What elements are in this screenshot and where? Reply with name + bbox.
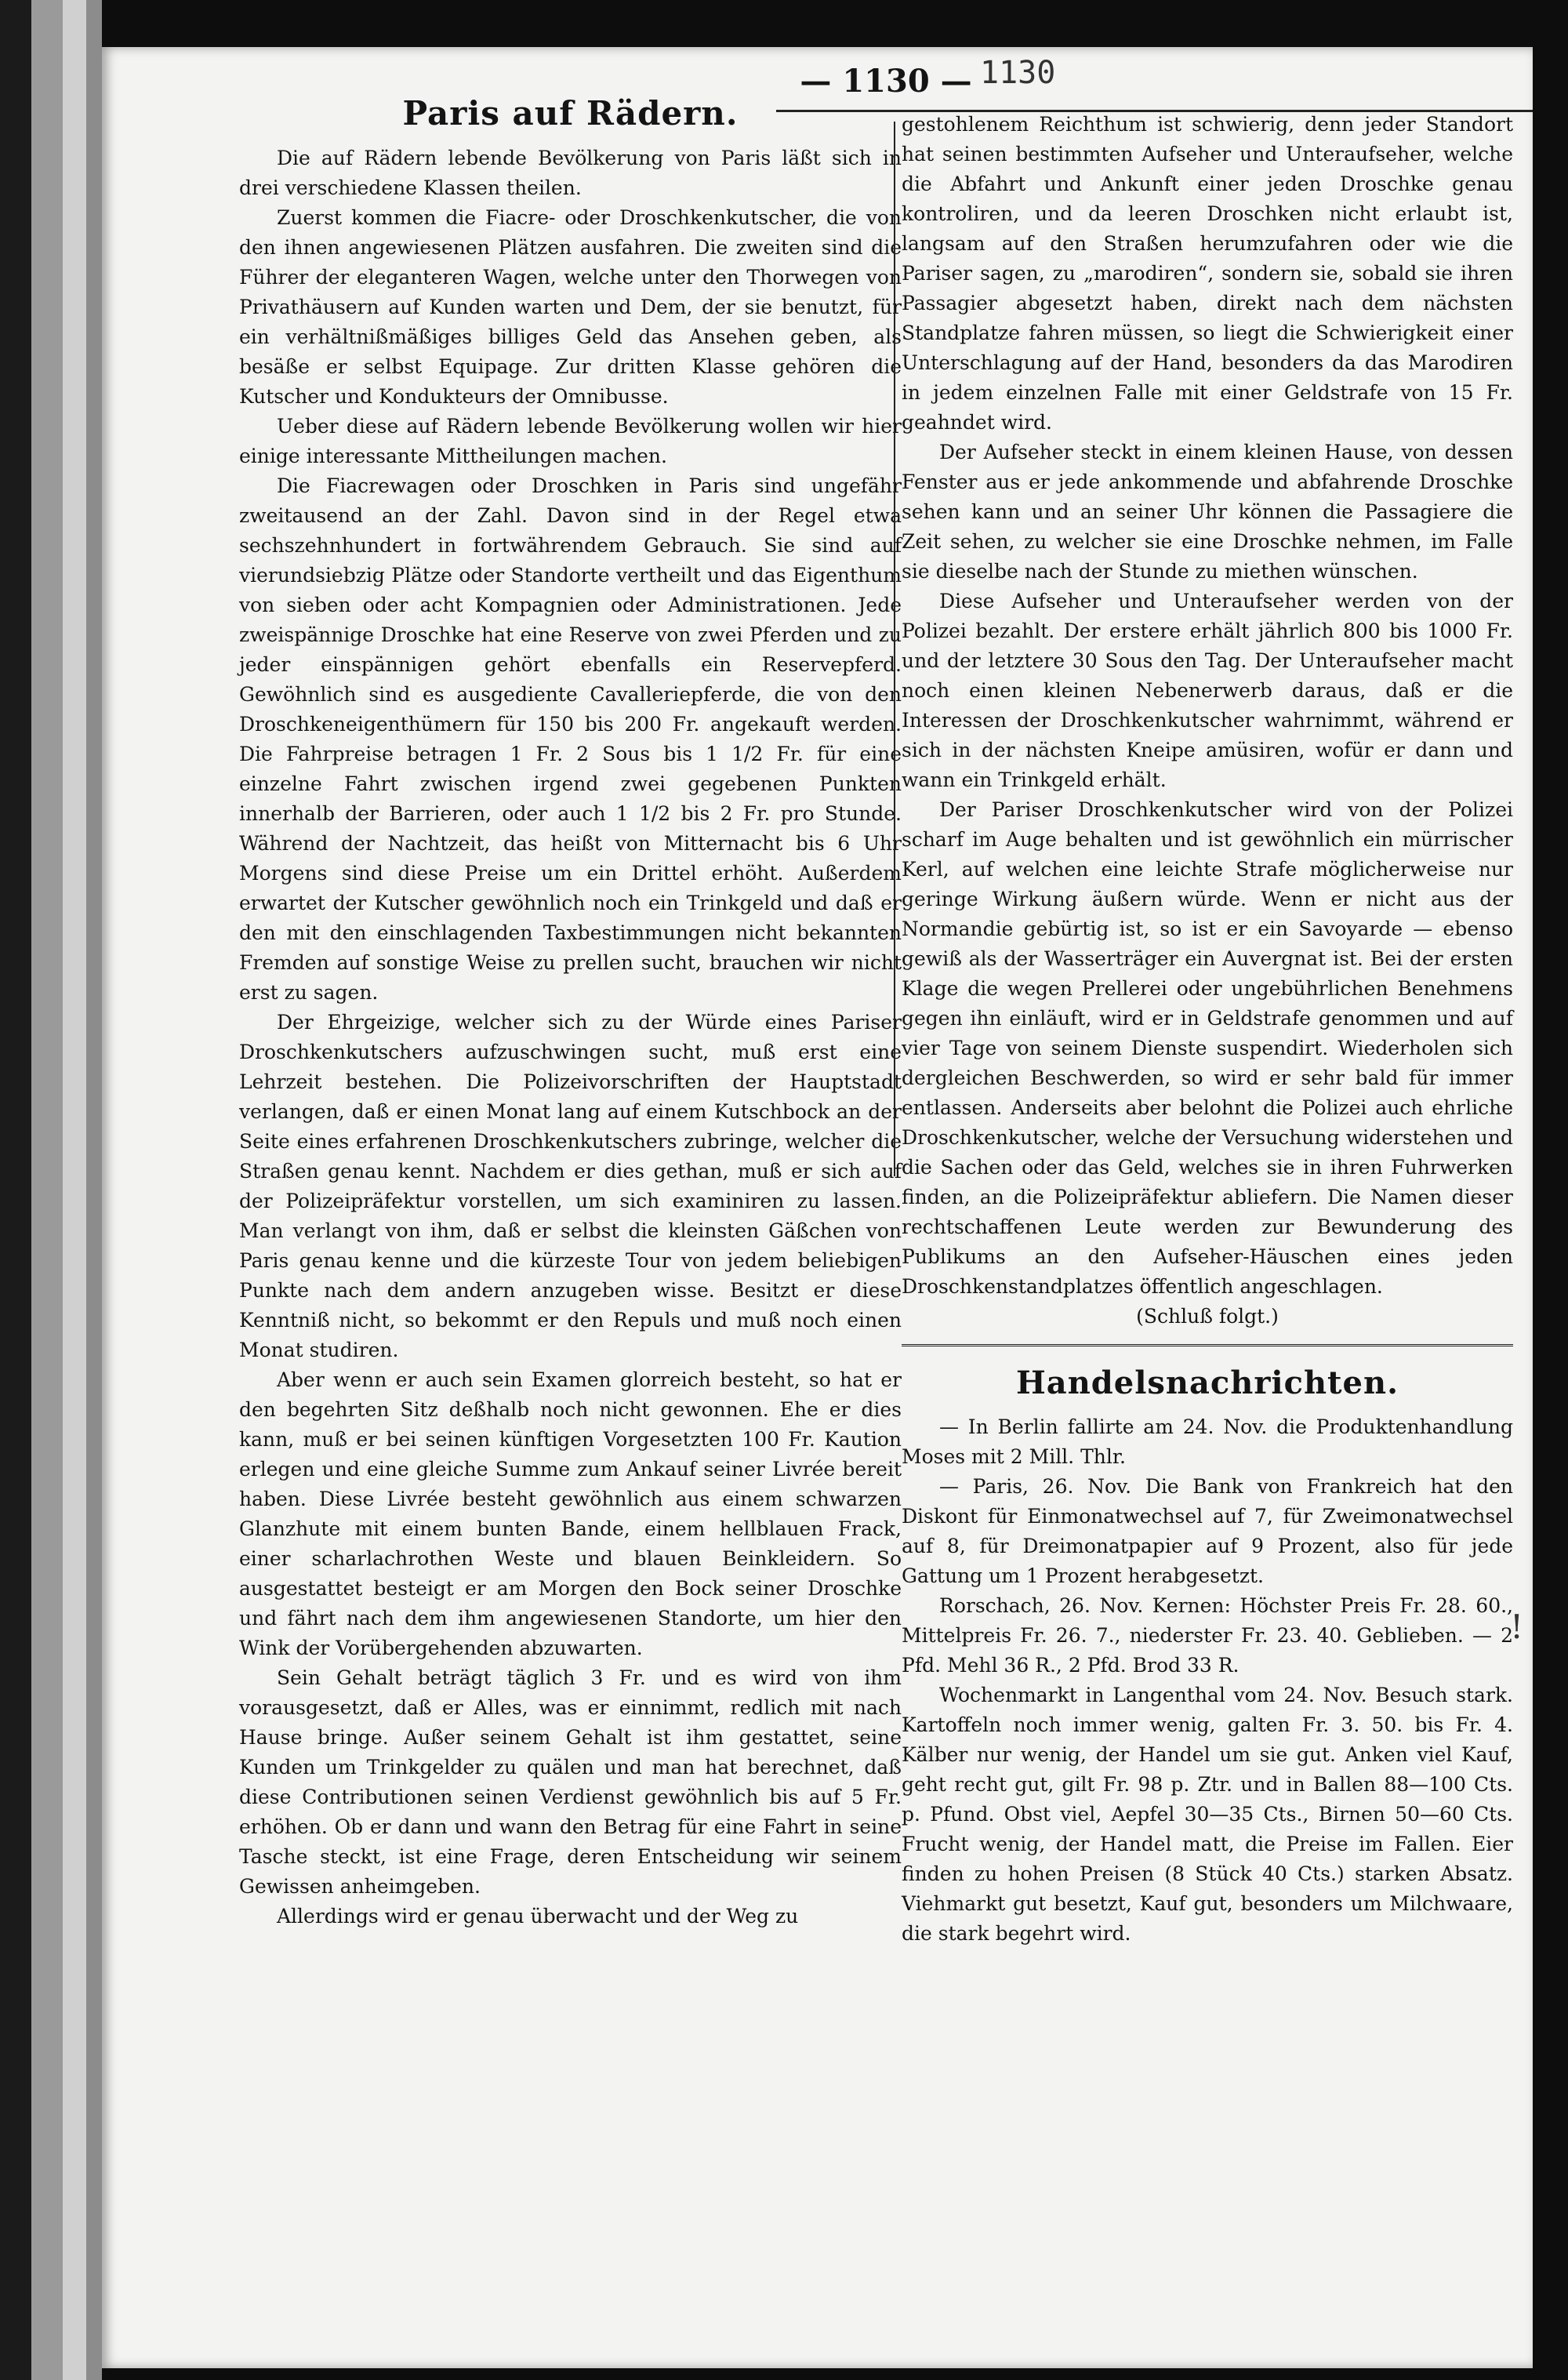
page-stack-edge [63, 0, 86, 2380]
article-paragraph: Sein Gehalt beträgt täglich 3 Fr. und es wird von ihm vorausgesetzt, daß er Alles, was er einnimmt, redlich mit nach Hause bringe. Außer seinem Gehalt ist ihm gestattet, seine Kunden um Trinkgelder zu quälen und man hat berechnet, daß diese Contributionen seinen Verdienst gewöhnlich bis auf 5 Fr. erhöhen. Ob er dann und wann den Betrag für eine Fahrt in seine Tasche steckt, ist eine Frage, deren Entscheidung wir seinem Gewissen anheimgeben. [239, 1666, 902, 1898]
book-spine-edge [0, 0, 31, 2380]
article-paragraph: Zuerst kommen die Fiacre- oder Droschkenkutscher, die von den ihnen angewiesenen Plätzen ausfahren. Die zweiten sind die Führer der eleganteren Wagen, welche unter den Thorwegen von Privathäusern auf Kunden warten und Dem, der sie benutzt, für ein verhältnißmäßiges billiges Geld das Ansehen geben, als besäße er selbst Equipage. Zur dritten Klasse gehören die Kutscher und Kondukteurs der Omnibusse. [239, 206, 902, 408]
article-paragraph: gestohlenem Reichthum ist schwierig, denn jeder Standort hat seinen bestimmten Aufseher und Unteraufseher, welche die Abfahrt und Ankunft einer jeden Droschke genau kontroliren, und da leeren Droschken nicht erlaubt ist, langsam auf den Straßen herumzufahren oder wie die Pariser sagen, zu „marodiren“, sondern sie, sobald sie ihren Passagier abgesetzt haben, direkt nach dem nächsten Standplatze fahren müssen, so liegt die Schwierigkeit einer Unterschlagung auf der Hand, besonders da das Marodiren in jedem einzelnen Falle mit einer Geldstrafe von 15 Fr. geahndet wird. [902, 113, 1513, 434]
article-paragraph: Der Pariser Droschkenkutscher wird von der Polizei scharf im Auge behalten und ist gewöhnlich ein mürrischer Kerl, auf welchen eine leichte Strafe möglicherweise nur geringe Wirkung äußern würde. Wenn er nicht aus der Normandie gebürtig ist, so ist er ein Savoyarde — ebenso gewiß als der Wasserträger ein Auvergnat ist. Bei der ersten Klage die wegen Prellerei oder ungebührlichen Benehmens gegen ihn einläuft, wird er in Geldstrafe genommen und auf vier Tage von seinem Dienste suspendirt. Wiederholen sich dergleichen Beschwerden, so wird er sehr bald für immer entlassen. Anderseits aber belohnt die Polizei auch ehrliche Droschkenkutscher, welche der Versuchung widerstehen und die Sachen oder das Geld, welches sie in ihren Fuhrwerken finden, an die Polizeipräfektur abliefern. Die Namen dieser rechtschaffenen Leute werden zur Bewunderung des Publikums an den Aufseher-Häuschen eines jeden Droschkenstandplatzes öffentlich angeschlagen. [902, 798, 1513, 1298]
article-paragraph: Die Fiacrewagen oder Droschken in Paris sind ungefähr zweitausend an der Zahl. Davon sind in der Regel etwa sechszehnhundert in fortwährendem Gebrauch. Sie sind auf vierundsiebzig Plätze oder Standorte vertheilt und das Eigenthum von sieben oder acht Kompagnien oder Administrationen. Jede zweispännige Droschke hat eine Reserve von zwei Pferden und zu jeder einspännigen gehört ebenfalls ein Reservepferd. Gewöhnlich sind es ausgediente Cavalleriepferde, die von den Droschkeneigenthümern für 150 bis 200 Fr. angekauft werden. Die Fahrpreise betragen 1 Fr. 2 Sous bis 1 1/2 Fr. für eine einzelne Fahrt zwischen irgend zwei gegebenen Punkten innerhalb der Barrieren, oder auch 1 1/2 bis 2 Fr. pro Stunde. Während der Nachtzeit, das heißt von Mitternacht bis 6 Uhr Morgens sind diese Preise um ein Drittel erhöht. Außerdem erwartet der Kutscher gewöhnlich noch ein Trinkgeld und daß er den mit den einschlagenden Taxbestimmungen nicht bekannten Fremden auf sonstige Weise zu prellen sucht, brauchen wir nicht erst zu sagen. [239, 474, 902, 1004]
news-item: — In Berlin fallirte am 24. Nov. die Produktenhandlung Moses mit 2 Mill. Thlr. [902, 1415, 1513, 1468]
article-paragraph: Diese Aufseher und Unteraufseher werden von der Polizei bezahlt. Der erstere erhält jährlich 800 bis 1000 Fr. und der letztere 30 Sous den Tag. Der Unteraufseher macht noch einen kleinen Nebenerwerb daraus, daß er die Interessen der Droschkenkutscher wahrnimmt, während er sich in der nächsten Kneipe amüsiren, wofür er dann und wann ein Trinkgeld erhält. [902, 590, 1513, 791]
article-paragraph: Aber wenn er auch sein Examen glorreich besteht, so hat er den begehrten Sitz deßhalb noch nicht gewonnen. Ehe er dies kann, muß er bei seinen künftigen Vorgesetzten 100 Fr. Kaution erlegen und eine gleiche Summe zum Ankauf seiner Livrée bereit haben. Diese Livrée besteht gewöhnlich aus einem schwarzen Glanzhute mit einem bunten Bande, einem hellblauen Frack, einer scharlachrothen Weste und blauen Beinkleidern. So ausgestattet besteigt er am Morgen den Bock seiner Droschke und fährt nach dem ihm angewiesenen Standorte, um hier den Wink der Vorübergehenden abzuwarten. [239, 1368, 902, 1659]
news-item: Wochenmarkt in Langenthal vom 24. Nov. Besuch stark. Kartoffeln noch immer wenig, galten Fr. 3. 50. bis Fr. 4. Kälber nur wenig, der Handel um sie gut. Anken viel Kauf, geht recht gut, gilt Fr. 98 p. Ztr. und in Ballen 88—100 Cts. p. Pfund. Obst viel, Aepfel 30—35 Cts., Birnen 50—60 Cts. Frucht wenig, der Handel matt, die Preise im Fallen. Eier finden zu hohen Preisen (8 Stück 40 Cts.) starken Absatz. Viehmarkt gut besetzt, Kauf gut, besonders um Milchwaare, die stark begehrt wird. [902, 1684, 1513, 1945]
news-item: — Paris, 26. Nov. Die Bank von Frankreich hat den Diskont für Einmonatwechsel auf 7, für Zweimonatwechsel auf 8, für Dreimonatpapier auf 9 Prozent, also für jede Gattung um 1 Prozent herabgesetzt. [902, 1475, 1513, 1587]
handwritten-page-number: 1130 [980, 55, 1056, 91]
page-stack-edge [86, 0, 102, 2380]
section-title: Handelsnachrichten. [1015, 1364, 1399, 1401]
margin-mark: ! [1510, 1608, 1523, 1646]
page-number: — 1130 — [800, 63, 972, 100]
article-title: Paris auf Rädern. [402, 94, 739, 133]
article-paragraph: Der Aufseher steckt in einem kleinen Hause, von dessen Fenster aus er jede ankommende und abfahrende Droschke sehen kann und an seiner Uhr können die Passagiere die Zeit sehen, zu welcher sie eine Droschke nehmen, im Falle sie dieselbe nach der Stunde zu miethen wünschen. [902, 441, 1513, 583]
article-paragraph: Die auf Rädern lebende Bevölkerung von Paris läßt sich in drei verschiedene Klassen theilen. [239, 147, 902, 199]
newspaper-page [102, 47, 1533, 2368]
article-paragraph: Der Ehrgeizige, welcher sich zu der Würde eines Pariser Droschkenkutschers aufzuschwingen sucht, muß erst eine Lehrzeit bestehen. Die Polizeivorschriften der Hauptstadt verlangen, daß er einen Monat lang auf einem Kutschbock an der Seite eines erfahrenen Droschkenkutschers zubringe, welcher die Straßen genau kennt. Nachdem er dies gethan, muß er sich auf der Polizeipräfektur vorstellen, um sich examiniren zu lassen. Man verlangt von ihm, daß er selbst die kleinsten Gäßchen von Paris genau kenne und die kürzeste Tour von jedem beliebigen Punkte nach dem andern anzugeben wisse. Besitzt er diese Kenntniß nicht, so bekommt er den Repuls und muß noch einen Monat studiren. [239, 1011, 902, 1361]
column-divider [894, 122, 895, 1176]
article-paragraph: Allerdings wird er genau überwacht und der Weg zu [277, 1905, 799, 1928]
left-column [239, 90, 902, 1931]
right-column [902, 110, 1513, 1949]
section-divider [902, 1344, 1513, 1346]
continuation-note: (Schluß folgt.) [1136, 1305, 1279, 1328]
page-stack-edge [31, 0, 63, 2380]
article-paragraph: Ueber diese auf Rädern lebende Bevölkerung wollen wir hier einige interessante Mittheilungen machen. [239, 415, 902, 467]
news-item: Rorschach, 26. Nov. Kernen: Höchster Preis Fr. 28. 60., Mittelpreis Fr. 26. 7., niederster Fr. 23. 40. Geblieben. — 2 Pfd. Mehl 36 R., 2 Pfd. Brod 33 R. [902, 1594, 1513, 1677]
